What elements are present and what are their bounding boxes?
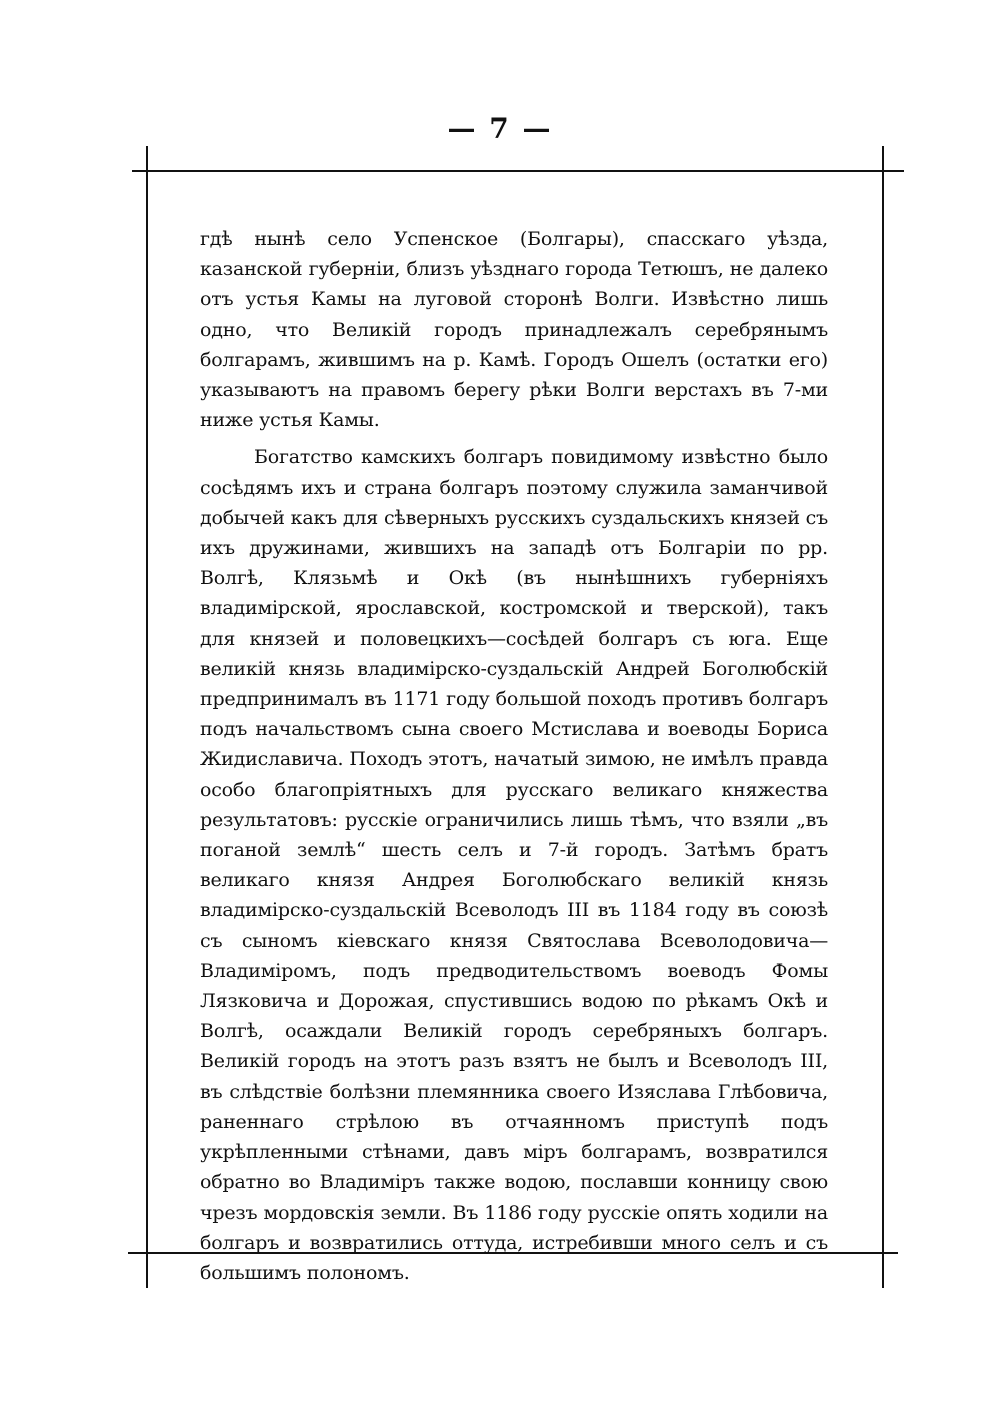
paragraph-1: гдѣ нынѣ село Успенское (Болгары), спасскаго уѣзда, казанской губерніи, близъ уѣзднаго города Тетюшъ, не далеко отъ устья Камы на луговой сторонѣ Волги. Извѣстно лишь одно, что Великій городъ принадлежалъ серебрянымъ болгарамъ, жившимъ на р. Камѣ. Городъ Ошелъ (остатки его) указываютъ на правомъ берегу рѣки Волги верстахъ въ 7-ми ниже устья Камы.	[200, 228, 828, 432]
page-number: — 7 —	[447, 112, 553, 145]
bottom-left-tick	[146, 1238, 148, 1288]
left-border-rule	[146, 170, 148, 1252]
right-border-rule	[882, 170, 884, 1252]
paragraph-2: Богатство камскихъ болгаръ повидимому извѣстно было сосѣдямъ ихъ и страна болгаръ поэтому служила заманчивой добычей какъ для сѣверныхъ русскихъ суздальскихъ князей съ ихъ дружинами, жившихъ на западѣ отъ Болгаріи по рр. Волгѣ, Клязьмѣ и Окѣ (въ нынѣшнихъ губерніяхъ владимірской, ярославской, костромской и тверской), такъ для князей и половецкихъ—сосѣдей болгаръ съ юга. Еще великій князь владимірско-суздальскій Андрей Боголюбскій предпринималъ въ 1171 году большой походъ противъ болгаръ подъ начальствомъ сына своего Мстислава и воеводы Бориса Жидиславича. Походъ этотъ, начатый зимою, не имѣлъ правда особо благопріятныхъ для русскаго великаго княжества результатовъ: русскіе ограничились лишь тѣмъ, что взяли „въ поганой землѣ“ шесть селъ и 7-й городъ. Затѣмъ братъ великаго князя Андрея Боголюбскаго великій князь владимірско-суздальскій Всеволодъ III въ 1184 году въ союзѣ съ сыномъ кіевскаго князя Святослава Всеволодовича—Владиміромъ, подъ предводительствомъ воеводъ Фомы Лязковича и Дорожая, спустившись водою по рѣкамъ Окѣ и Волгѣ, осаждали Великій городъ серебряныхъ болгаръ. Великій городъ на этотъ разъ взятъ не былъ и Всеволодъ III, въ слѣдствіе болѣзни племянника своего Изяслава Глѣбовича, раненнаго стрѣлою въ отчаянномъ приступѣ подъ укрѣпленными стѣнами, давъ міръ болгарамъ, возвратился обратно во Владиміръ также водою, пославши конницу свою чрезъ мордовскія земли. Въ 1186 году русскіе опять ходили на болгаръ и возвратились оттуда, истребивши много селъ и съ большимъ полономъ.	[200, 446, 828, 1284]
body-text	[200, 224, 828, 1288]
bottom-right-tick	[882, 1238, 884, 1288]
top-border-rule	[132, 170, 904, 172]
